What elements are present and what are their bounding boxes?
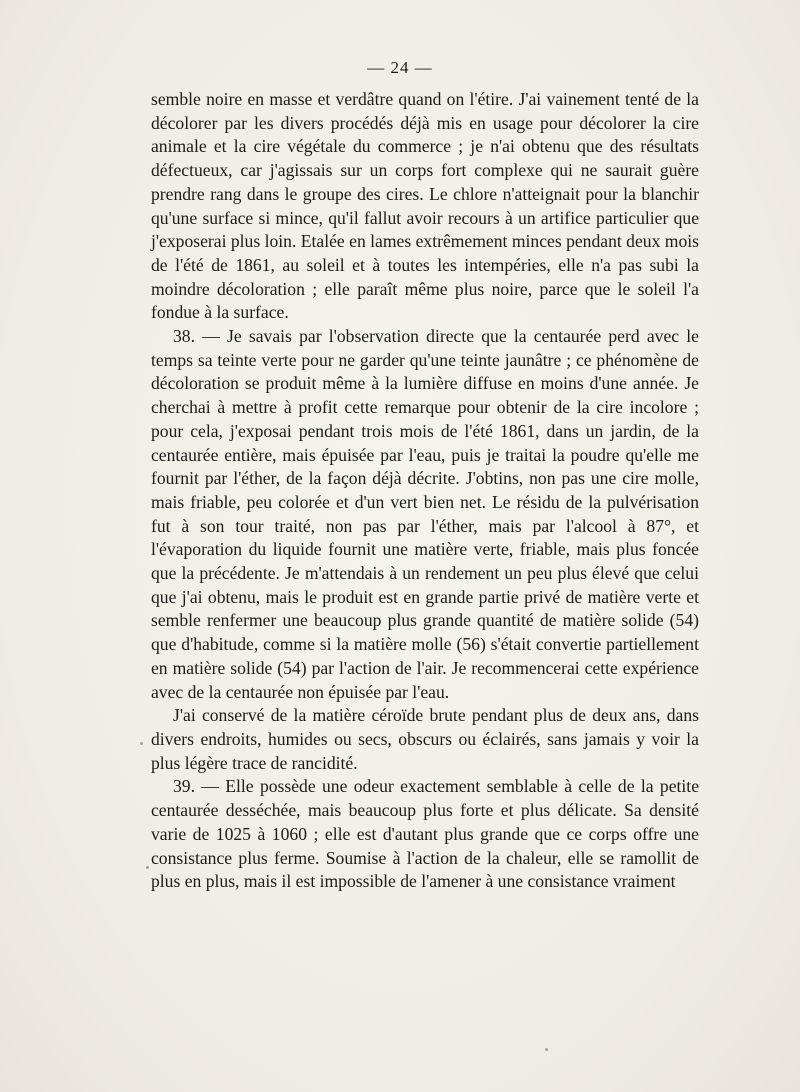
paragraph-section-39: 39. — Elle possède une odeur exactement semblable à celle de la petite centaurée desséchée, mais beaucoup plus forte et plus délicate. Sa densité varie de 1025 à 1060 ; elle est d'autant plus grande que ce corps offre une consistance plus ferme. Soumise à l'action de la chaleur, elle se ramollit de plus en plus, mais il est impossible de l'amener à une consistance vraiment (151, 776, 699, 892)
page-number: — 24 — (367, 58, 433, 77)
paper-speck (146, 866, 149, 869)
paper-speck (545, 1048, 548, 1051)
paragraph-continuation: semble noire en masse et verdâtre quand on l'étire. J'ai vainement tenté de la décolorer par les divers procédés déjà mis en usage pour décolorer la cire animale et la cire végétale du commerce ; je n'ai obtenu que des résultats défectueux, car j'agissais sur un corps fort complexe qui ne saurait guère prendre rang dans le groupe des cires. Le chlore n'atteignait pour la blanchir qu'une surface si mince, qu'il fallut avoir recours à un artifice particulier que j'exposerai plus loin. Etalée en lames extrêmement minces pendant deux mois de l'été de 1861, au soleil et à toutes les intempéries, elle n'a pas subi la moindre décoloration ; elle paraît même plus noire, parce que le soleil l'a fondue à la surface. (151, 89, 699, 323)
body-text (151, 88, 699, 894)
paper-speck (140, 742, 143, 745)
paragraph-conserved: J'ai conservé de la matière céroïde brute pendant plus de deux ans, dans divers endroits, humides ou secs, obscurs ou éclairés, sans jamais y voir la plus légère trace de rancidité. (151, 705, 699, 773)
paragraph-section-38: 38. — Je savais par l'observation directe que la centaurée perd avec le temps sa teinte verte pour ne garder qu'une teinte jaunâtre ; ce phénomène de décoloration se produit même à la lumière diffuse en moins d'une année. Je cherchai à mettre à profit cette remarque pour obtenir de la cire incolore ; pour cela, j'exposai pendant trois mois de l'été 1861, dans un jardin, de la centaurée entière, mais épuisée par l'eau, puis je traitai la poudre qu'elle me fournit par l'éther, de la façon déjà décrite. J'obtins, non pas une cire molle, mais friable, peu colorée et d'un vert bien net. Le résidu de la pulvérisation fut à son tour traité, non pas par l'éther, mais par l'alcool à 87°, et l'évaporation du liquide fournit une matière verte, friable, mais plus foncée que la précédente. Je m'attendais à un rendement un peu plus élevé que celui que j'ai obtenu, mais le produit est en grande partie privé de matière verte et semble renfermer une beaucoup plus grande quantité de matière solide (54) que d'habitude, comme si la matière molle (56) s'était convertie partiellement en matière solide (54) par l'action de l'air. Je recommencerai cette expérience avec de la centaurée non épuisée par l'eau. (151, 326, 699, 702)
